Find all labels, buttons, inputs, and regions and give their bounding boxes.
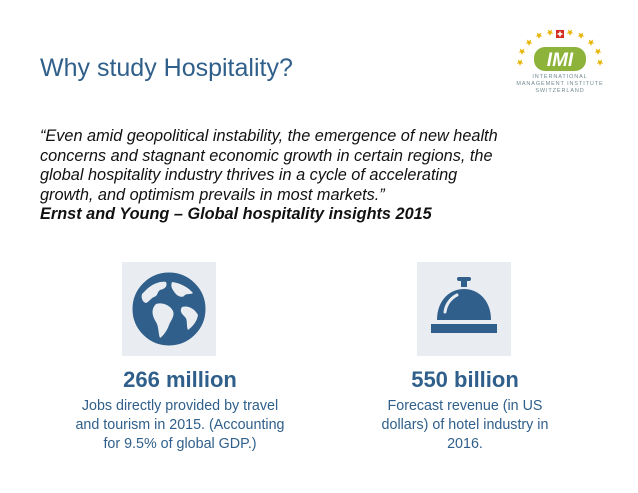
logo-line-1: INTERNATIONAL — [532, 74, 588, 80]
stat-desc-line: dollars) of hotel industry in — [381, 417, 549, 433]
imi-logo-emblem — [508, 30, 612, 76]
quote-line: “Even amid geopolitical instability, the emergence of new health — [40, 127, 498, 145]
slide-title: Why study Hospitality? — [40, 54, 293, 82]
quote-block — [40, 127, 600, 225]
stat-revenue-value: 550 billion — [411, 367, 519, 392]
service-bell-icon — [417, 262, 511, 356]
globe-icon — [122, 262, 216, 356]
logo-subtitle — [508, 74, 612, 95]
quote-line: growth, and optimism prevails in most markets.” — [40, 185, 385, 204]
logo-line-3: SWITZERLAND — [535, 88, 585, 94]
stat-desc-line: Jobs directly provided by travel — [81, 398, 279, 414]
stat-jobs-value: 266 million — [123, 367, 237, 392]
globe-icon-tile — [122, 262, 216, 356]
quote-attribution: Ernst and Young – Global hospitality insights 2015 — [40, 205, 432, 223]
logo-wordmark: IMI — [546, 50, 574, 71]
quote-line: global hospitality industry thrives in a cycle of accelerating — [40, 166, 458, 184]
stat-jobs-description — [30, 397, 330, 454]
stat-desc-line: Forecast revenue (in US — [387, 398, 543, 414]
stat-desc-line: and tourism in 2015. (Accounting — [75, 417, 285, 433]
logo-line-2: MANAGEMENT INSTITUTE — [516, 81, 604, 87]
imi-logo — [508, 30, 612, 112]
swiss-flag-icon — [556, 30, 564, 38]
service-bell-icon-tile — [417, 262, 511, 356]
quote-line: concerns and stagnant economic growth in certain regions, the — [40, 146, 493, 165]
stat-desc-line: for 9.5% of global GDP.) — [103, 436, 257, 452]
stat-revenue-description — [315, 397, 615, 454]
stat-desc-line: 2016. — [447, 436, 483, 452]
